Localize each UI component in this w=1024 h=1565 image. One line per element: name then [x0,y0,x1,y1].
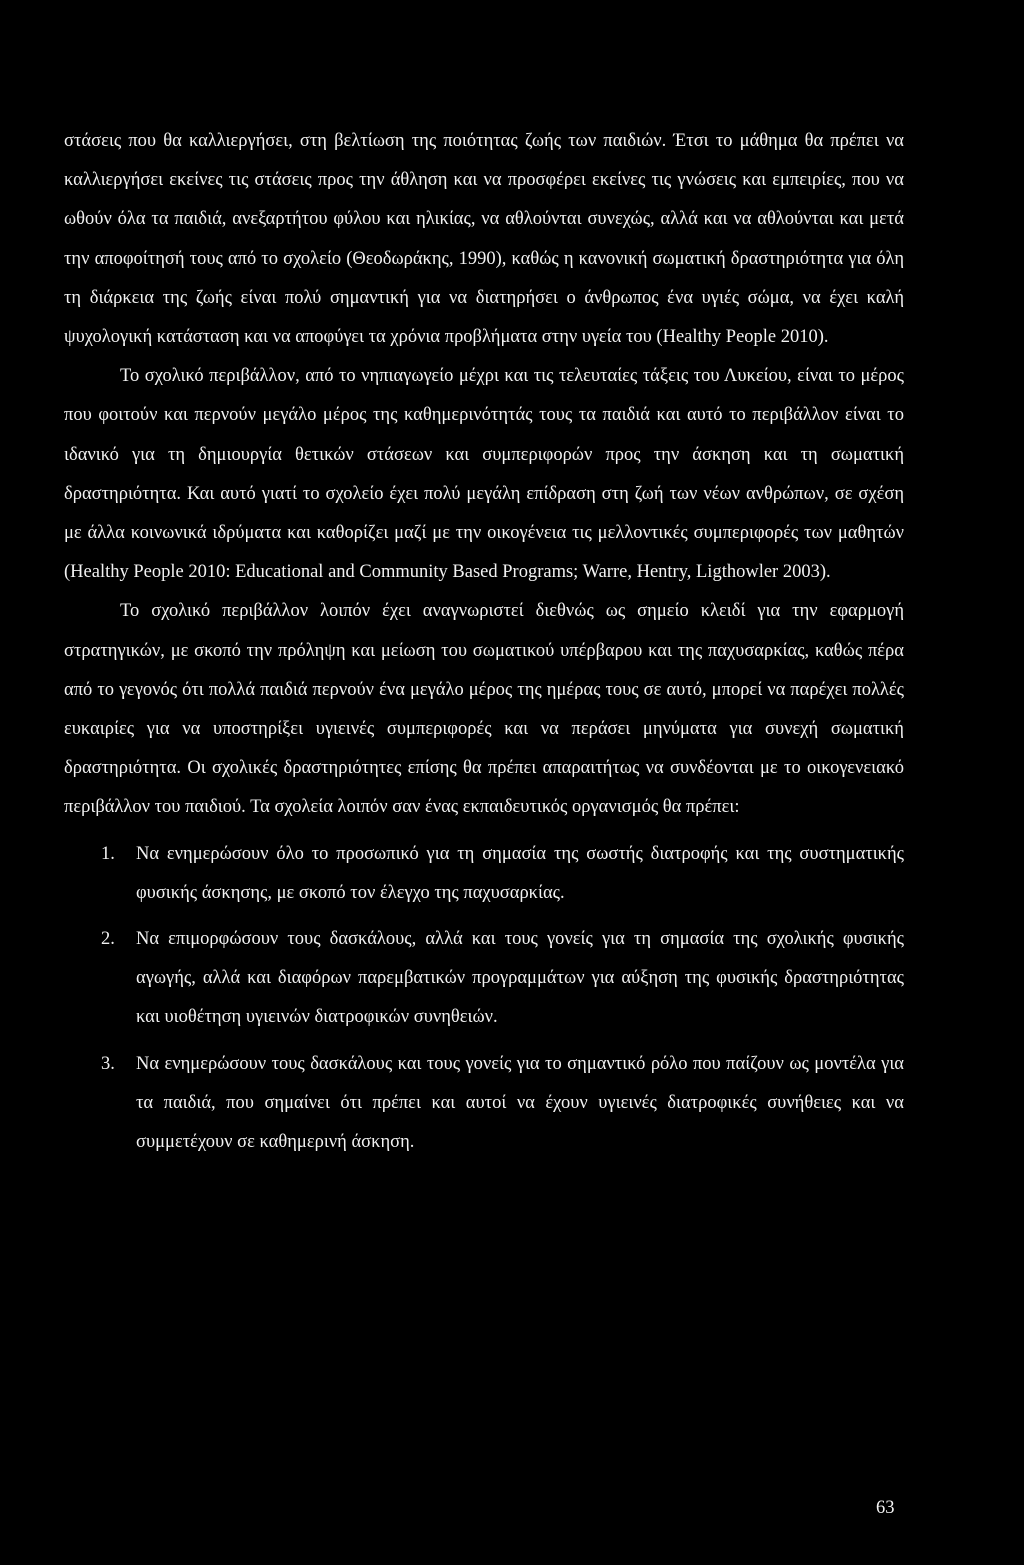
paragraph-3: Το σχολικό περιβάλλον λοιπόν έχει αναγνωριστεί διεθνώς ως σημείο κλειδί για την εφαρμογή στρατηγικών, με σκοπό την πρόληψη και μείωση του σωματικού υπέρβαρου και της παχυσαρκίας, καθώς πέρα από το γεγονός ότι πολλά παιδιά περνούν ένα μεγάλο μέρος της ημέρας τους σε αυτό, μπορεί να παρέχει πολλές ευκαιρίες για να υποστηρίξει υγιεινές συμπεριφορές και να περάσει μηνύματα για συνεχή σωματική δραστηριότητα. Οι σχολικές δραστηριότητες επίσης θα πρέπει απαραιτήτως να συνδέονται με το οικογενειακό περιβάλλον του παιδιού. Τα σχολεία λοιπόν σαν ένας εκπαιδευτικός οργανισμός θα πρέπει: [64,601,904,818]
paragraph-2: Το σχολικό περιβάλλον, από το νηπιαγωγείο μέχρι και τις τελευταίες τάξεις του Λυκείου, είναι το μέρος που φοιτούν και περνούν μεγάλο μέρος της καθημερινότητάς τους τα παιδιά και αυτό το περιβάλλον είναι το ιδανικό για τη δημιουργία θετικών στάσεων και συμπεριφορών προς την άσκηση και τη σωματική δραστηριότητα. Και αυτό γιατί το σχολείο έχει πολύ μεγάλη επίδραση στη ζωή των νέων ανθρώπων, σε σχέση με άλλα κοινωνικά ιδρύματα και καθορίζει μαζί με την οικογένεια τις μελλοντικές συμπεριφορές των μαθητών (Healthy People 2010: Educational and Community Based Programs; Warre, Hentry, Ligthowler 2003). [64,366,904,583]
list-item [64,1045,904,1163]
recommendations-list [64,835,904,1163]
list-item-text: Να ενημερώσουν τους δασκάλους και τους γονείς για το σημαντικό ρόλο που παίζουν ως μοντέλα για τα παιδιά, που σημαίνει ότι πρέπει και αυτοί να έχουν υγιεινές διατροφικές συνήθειες και να συμμετέχουν σε καθημερινή άσκηση. [136,1053,904,1153]
document-page [64,122,904,1162]
list-item [64,835,904,913]
list-item [64,920,904,1038]
list-item-number: 1. [101,843,115,864]
page-number: 63 [876,1498,895,1518]
list-item-text: Να επιμορφώσουν τους δασκάλους, αλλά και τους γονείς για τη σημασία της σχολικής φυσικής αγωγής, αλλά και διαφόρων παρεμβατικών προγραμμάτων για αύξηση της φυσικής δραστηριότητας και υιοθέτηση υγιεινών διατροφικών συνηθειών. [136,929,904,1028]
list-item-number: 3. [101,1053,115,1074]
list-item-text: Να ενημερώσουν όλο το προσωπικό για τη σημασία της σωστής διατροφής και της συστηματικής φυσικής άσκησης, με σκοπό τον έλεγχο της παχυσαρκίας. [136,843,904,903]
paragraph-1: στάσεις που θα καλλιεργήσει, στη βελτίωση της ποιότητας ζωής των παιδιών. Έτσι το μάθημα θα πρέπει να καλλιεργήσει εκείνες τις στάσεις προς την άθληση και να προσφέρει εκείνες τις γνώσεις και εμπειρίες, που να ωθούν όλα τα παιδιά, ανεξαρτήτου φύλου και ηλικίας, να αθλούνται συνεχώς, αλλά και να αθλούνται και μετά την αποφοίτησή τους από το σχολείο (Θεοδωράκης, 1990), καθώς η κανονική σωματική δραστηριότητα για όλη τη διάρκεια της ζωής είναι πολύ σημαντική για να διατηρήσει ο άνθρωπος ένα υγιές σώμα, να έχει καλή ψυχολογική κατάσταση και να αποφύγει τα χρόνια προβλήματα στην υγεία του (Healthy People 2010). [64,131,904,348]
list-item-number: 2. [101,929,115,950]
